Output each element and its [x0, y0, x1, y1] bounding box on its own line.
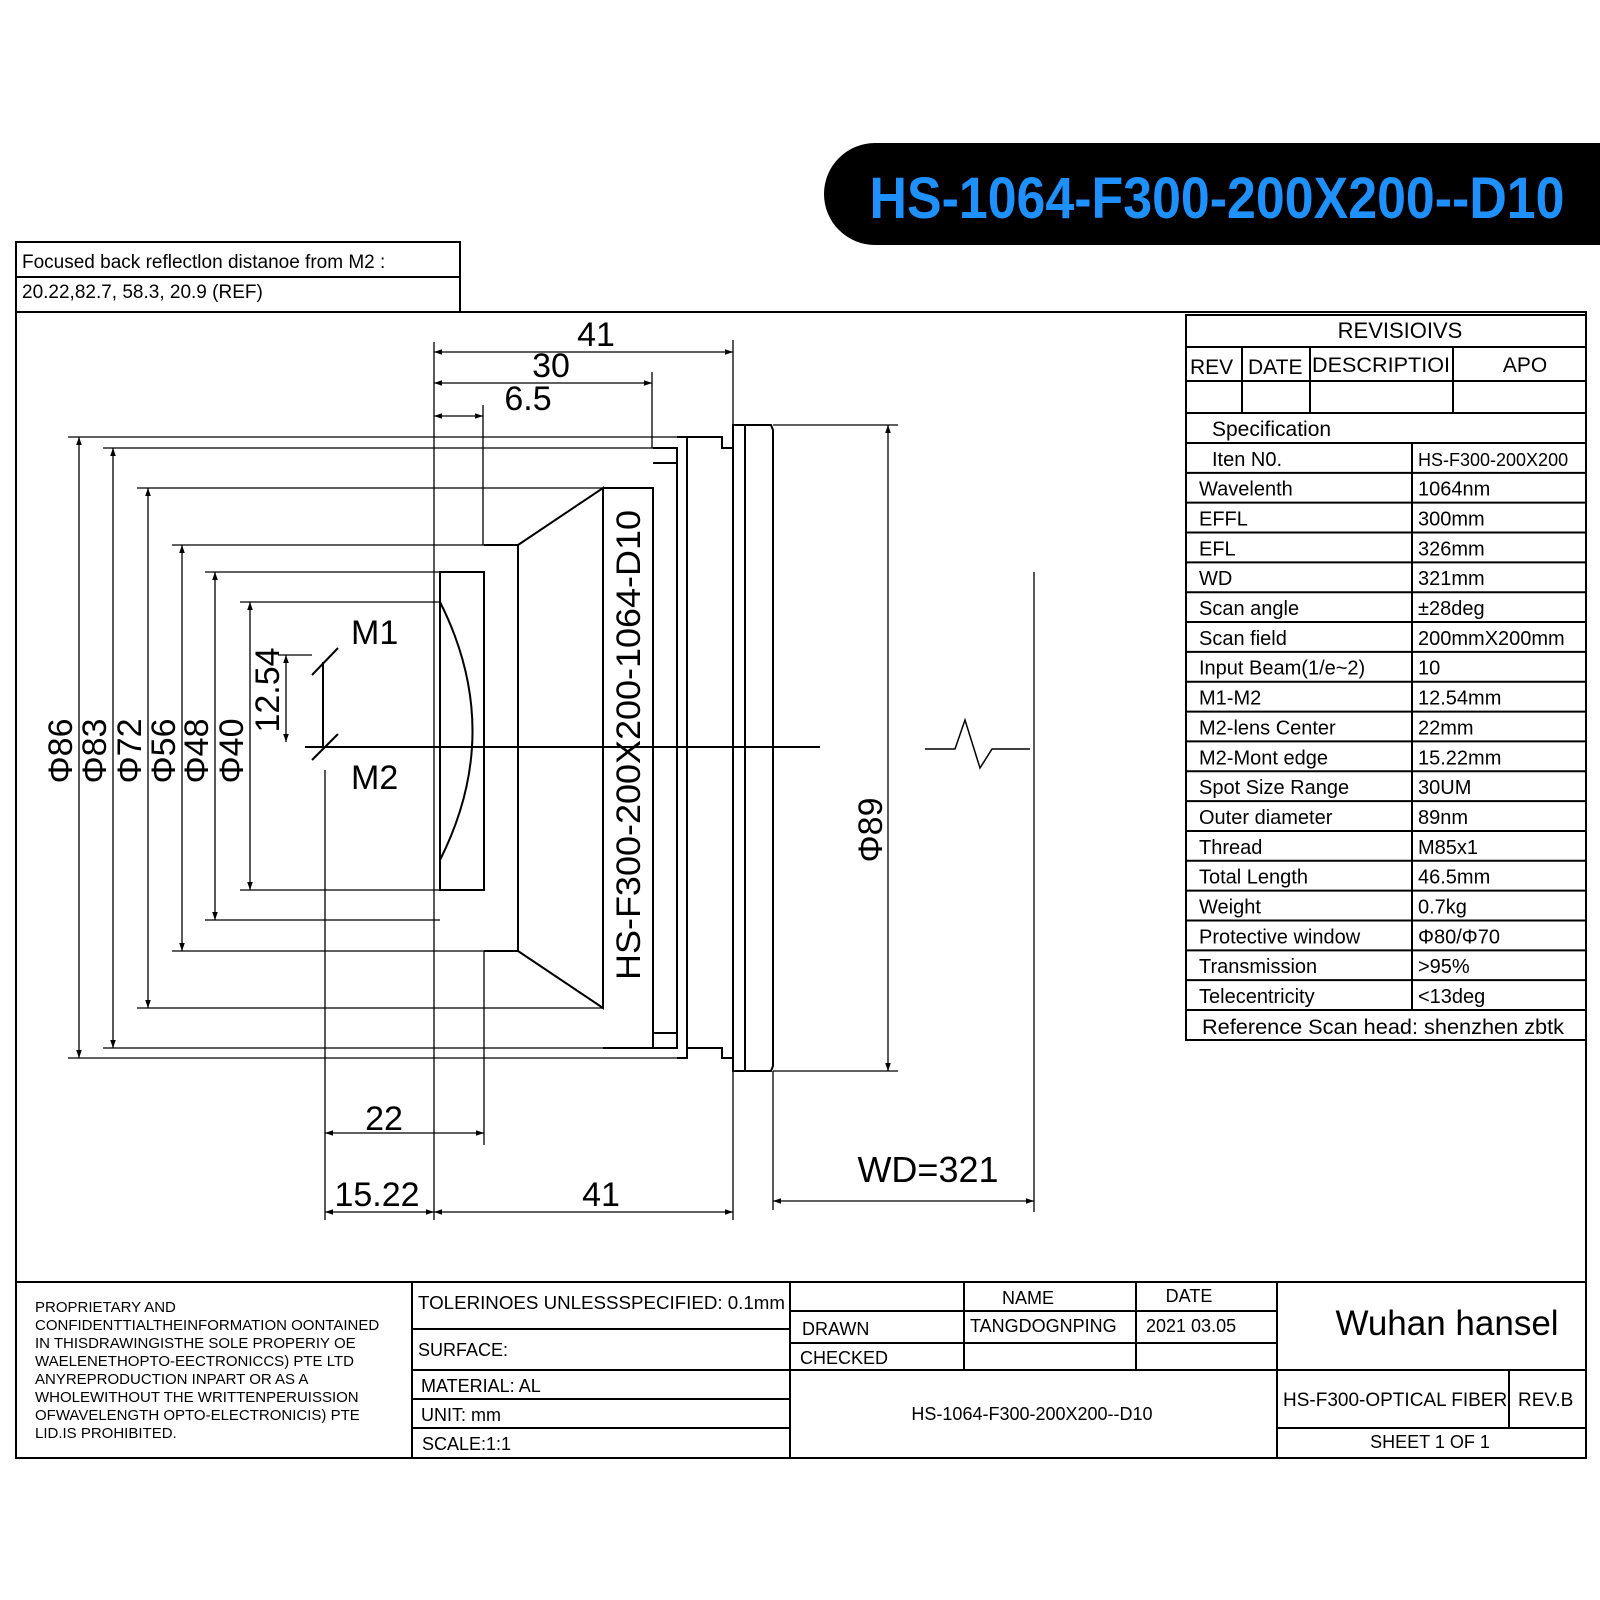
dim-phi-89: Φ89: [852, 797, 890, 863]
dim-phi-40: Φ40: [213, 718, 251, 784]
sheet-label: SHEET 1 OF 1: [1370, 1432, 1490, 1452]
drawn-name: TANGDOGNPING: [970, 1316, 1117, 1336]
scale-label: SCALE:1:1: [422, 1434, 512, 1454]
date-header: DATE: [1165, 1286, 1213, 1306]
spec-value: 10: [1418, 657, 1441, 680]
spec-value: 200mmX200mm: [1418, 627, 1565, 650]
note-line-2: 20.22,82.7, 58.3, 20.9 (REF): [22, 282, 263, 303]
mirror-m1-label: M1: [351, 614, 399, 652]
spec-label: EFFL: [1199, 508, 1248, 531]
front-lens-curve: [440, 602, 473, 860]
drawing-title: HS-F300-OPTICAL FIBER: [1283, 1390, 1508, 1411]
dim-30: 30: [532, 347, 570, 385]
proprietary-line: LID.IS PROHIBITED.: [35, 1425, 177, 1442]
part-number-banner: [824, 143, 1600, 245]
reference-scan-head: Reference Scan head: shenzhen zbtk: [1202, 1016, 1565, 1039]
spec-label: Total Length: [1199, 866, 1308, 889]
drawing-frame: [16, 312, 1586, 1458]
dim-phi-72: Φ72: [111, 718, 149, 784]
checked-label: CHECKED: [800, 1348, 889, 1368]
spec-label: M2-Mont edge: [1199, 747, 1328, 770]
revision-label: REV.B: [1518, 1390, 1574, 1411]
spec-label: Transmission: [1199, 956, 1318, 979]
dim-working-distance: WD=321: [857, 1149, 999, 1190]
spec-value: Φ80/Φ70: [1418, 926, 1500, 949]
proprietary-line: WAELENETHOPTO-EECTRONICCS) PTE LTD: [35, 1353, 354, 1370]
spec-label: Telecentricity: [1199, 986, 1315, 1008]
spec-label: Scan angle: [1199, 598, 1300, 621]
mirror-m1-mark: [312, 648, 338, 675]
spec-label: Wavelenth: [1199, 478, 1293, 501]
front-window: [440, 572, 484, 890]
spec-label: Scan field: [1199, 627, 1287, 650]
proprietary-line: WHOLEWITHOUT THE WRITTENPERUISSION: [35, 1389, 359, 1406]
spec-value: 300mm: [1418, 508, 1485, 531]
spec-value: 22mm: [1418, 717, 1474, 740]
rev-header-apo: APO: [1502, 354, 1548, 377]
spec-value: 12.54mm: [1418, 687, 1502, 710]
mirror-m2-label: M2: [351, 759, 399, 797]
dim-phi-86: Φ86: [42, 718, 80, 784]
rev-header-date: DATE: [1248, 356, 1303, 379]
spec-label: Input Beam(1/e~2): [1199, 657, 1366, 680]
proprietary-line: PROPRIETARY AND: [35, 1299, 176, 1316]
dim-6-5: 6.5: [504, 380, 552, 418]
dim-m1-m2: 12.54: [249, 647, 287, 733]
drawn-date: 2021 03.05: [1146, 1316, 1237, 1336]
dim-41-bottom: 41: [582, 1176, 620, 1214]
company-name: Wuhan hansel: [1335, 1304, 1559, 1343]
spec-value: 46.5mm: [1418, 866, 1491, 889]
lens-marking: HS-F300-200X200-1064-D10: [610, 535, 648, 980]
spec-value: 321mm: [1418, 568, 1485, 591]
dim-41-top: 41: [577, 316, 615, 354]
drawn-label: DRAWN: [802, 1319, 870, 1339]
banner-title: HS-1064-F300-200X200--D10: [869, 166, 1565, 231]
spec-value: M85x1: [1418, 836, 1479, 859]
proprietary-line: OFWAVELENGTH OPTO-ELECTRONICIS) PTE: [35, 1407, 360, 1424]
spec-label: M2-lens Center: [1199, 717, 1336, 740]
proprietary-notice: [35, 1299, 379, 1442]
dim-15-22: 15.22: [334, 1176, 420, 1214]
spec-label: Protective window: [1199, 926, 1361, 949]
dim-phi-48: Φ48: [178, 718, 216, 784]
dim-phi-83: Φ83: [76, 718, 114, 784]
spec-value: <13deg: [1418, 986, 1486, 1008]
rev-header-rev: REV: [1190, 356, 1234, 379]
proprietary-line: ANYREPRODUCTION INPART OR AS A: [35, 1371, 309, 1388]
spec-value: 326mm: [1418, 538, 1485, 561]
specification-title: Specification: [1212, 418, 1332, 441]
spec-label: M1-M2: [1199, 687, 1262, 710]
dim-22: 22: [365, 1100, 403, 1138]
spec-value: 89nm: [1418, 806, 1469, 829]
tolerance-note: TOLERINOES UNLESSSPECIFIED: 0.1mm: [418, 1293, 785, 1313]
spec-value: 0.7kg: [1418, 896, 1467, 919]
title-block-part-number: HS-1064-F300-200X200--D10: [911, 1404, 1153, 1424]
spec-label: Spot Size Range: [1199, 777, 1350, 800]
material-label: MATERIAL: AL: [421, 1376, 541, 1396]
name-header: NAME: [1001, 1288, 1055, 1308]
spec-label: WD: [1199, 568, 1233, 591]
spec-value: 30UM: [1418, 777, 1472, 800]
unit-label: UNIT: mm: [421, 1405, 501, 1425]
proprietary-line: IN THISDRAWINGISTHE SOLE PROPERIY OE: [35, 1335, 356, 1352]
rev-header-description: DESCRIPTIOI: [1312, 354, 1450, 377]
revisions-title: REVISIOIVS: [1337, 318, 1463, 343]
break-symbol: [925, 720, 1030, 768]
surface-label: SURFACE:: [418, 1340, 509, 1360]
spec-value: ±28deg: [1418, 598, 1485, 621]
spec-value: HS-F300-200X200: [1418, 449, 1569, 470]
spec-label: Weight: [1199, 896, 1261, 919]
spec-value: 1064nm: [1418, 478, 1491, 501]
spec-label: Thread: [1199, 836, 1263, 859]
spec-label: Outer diameter: [1199, 806, 1333, 829]
spec-value: >95%: [1418, 956, 1470, 979]
spec-label: EFL: [1199, 538, 1236, 561]
dim-phi-56: Φ56: [145, 718, 183, 784]
spec-value: 15.22mm: [1418, 747, 1502, 770]
proprietary-line: CONFIDENTTIALTHEINFORMATION OONTAINED: [35, 1317, 380, 1334]
spec-label: Iten N0.: [1212, 448, 1283, 471]
note-line-1: Focused back reflectlon distanoe from M2 :: [22, 252, 386, 273]
